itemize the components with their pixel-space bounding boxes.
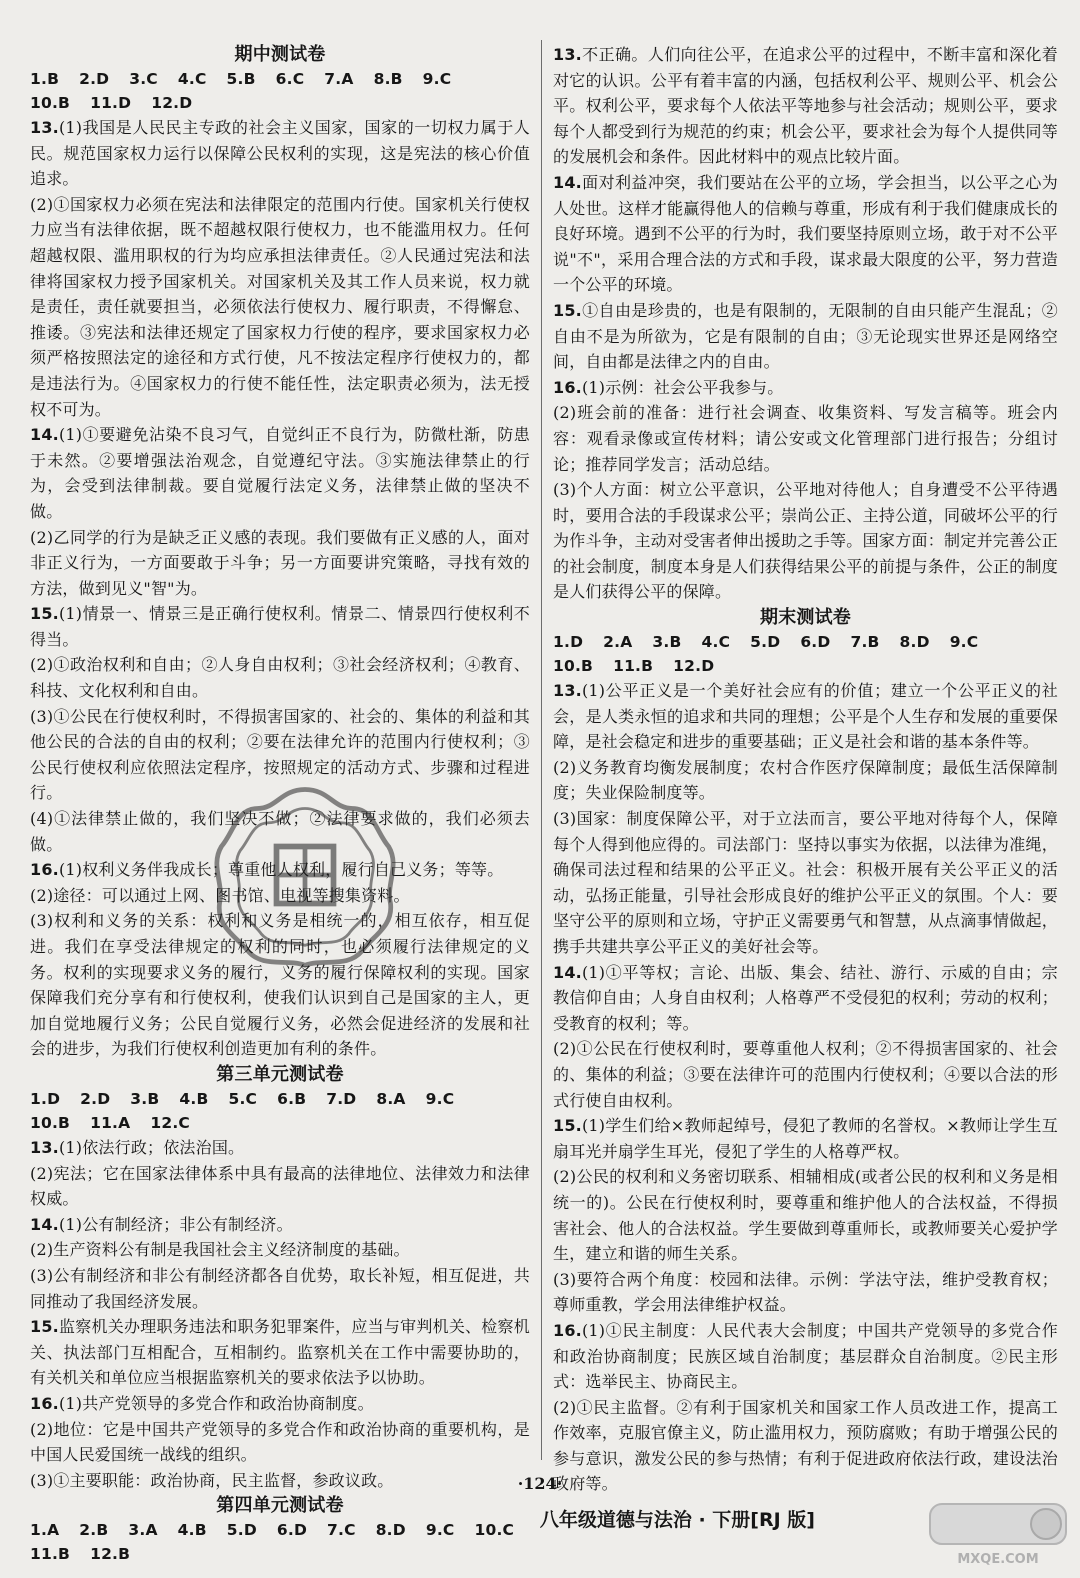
answer-item: 11.D — [90, 94, 132, 112]
question-number: 14. — [30, 1214, 59, 1234]
answer-item: 3.B — [652, 633, 682, 652]
answer-item: 4.C — [177, 70, 207, 88]
right-column — [553, 42, 1058, 1497]
answer-part: 监察机关办理职务违法和职务犯罪案件，应当与审判机关、检察机关、执法部门互相配合，互相制约。监察机关在工作中需要协助的，有关机关和单位应当根据监察机关的要求依法予以协助。 — [30, 1317, 530, 1388]
answer-item: 5.C — [228, 1089, 258, 1108]
question-answer — [30, 1212, 530, 1314]
answer-item: 10.B — [553, 657, 594, 676]
answer-part: (3)①公民在行使权利时，不得损害国家的、社会的、集体的利益和其他公民的合法的自由的权利；②要在法律允许的范围内行使权利；③公民行使权利应依照法定程序，按照规定的活动方式、步骤和过程进行。 — [30, 706, 530, 803]
question-answer — [553, 1318, 1058, 1497]
answer-item: 1.B — [30, 70, 60, 88]
question-number: 16. — [30, 860, 59, 880]
answer-item: 3.B — [130, 1089, 160, 1108]
question-answer — [30, 1135, 530, 1212]
answer-part: (3)公有制经济和非公有制经济都各自优势，取长补短，相互促进，共同推动了我国经济发展。 — [30, 1265, 530, 1311]
answer-row — [30, 1111, 530, 1135]
answer-part: ①自由是珍贵的，也是有限制的，无限制的自由只能产生混乱；②自由不是为所欲为，它是有限制的自由；③无论现实世界还是网络空间，自由都是法律之内的自由。 — [553, 300, 1058, 372]
answer-item: 7.C — [327, 1521, 356, 1540]
answer-item: 7.B — [850, 633, 880, 652]
answer-row — [30, 67, 530, 91]
question-answer — [30, 422, 530, 601]
answer-part: (1)权利义务伴我成长；尊重他人权利，履行自己义务；等等。 — [58, 860, 504, 880]
answer-item: 3.C — [129, 70, 158, 88]
question-answer — [553, 42, 1058, 170]
question-number: 16. — [553, 377, 582, 397]
question-answer — [553, 298, 1058, 375]
answer-item: 12.C — [150, 1113, 190, 1132]
question-answer — [553, 1113, 1058, 1318]
answer-item: 4.B — [177, 1521, 207, 1540]
answer-item: 1.A — [30, 1521, 60, 1540]
answer-part: (1)示例：社会公平我参与。 — [581, 377, 784, 397]
answer-item: 2.D — [80, 1089, 111, 1108]
answer-item: 1.D — [30, 1089, 61, 1108]
question-number: 13. — [553, 681, 582, 701]
answer-item: 7.D — [326, 1089, 357, 1108]
question-number: 15. — [30, 604, 59, 624]
answer-row — [553, 630, 1058, 654]
answer-part: (2)乙同学的行为是缺乏正义感的表现。我们要做有正义感的人，面对非正义行为，一方面要敢于斗争；另一方面要讲究策略，寻找有效的方法，做到见义"智"为。 — [30, 527, 530, 598]
section-title: 第三单元测试卷 — [216, 1063, 344, 1085]
answer-part: (2)①政治权利和自由；②人身自由权利；③社会经济权利；④教育、科技、文化权利和自由。 — [30, 655, 530, 701]
answer-part: (1)①要避免沾染不良习气，自觉纠正不良行为，防微杜渐，防患于未然。②要增强法治观念，自觉遵纪守法。③实施法律禁止的行为，会受到法律制裁。要自觉履行法定义务，法律禁止做的坚决不做。 — [30, 425, 530, 521]
answer-item: 12.D — [151, 94, 193, 112]
answer-item: 6.B — [277, 1089, 307, 1108]
answer-part: (2)公民的权利和义务密切联系、相辅相成(或者公民的权利和义务是相统一的)。公民在行使权利时，要尊重和维护他人的合法权益，不得损害社会、他人的合法权益。学生要做到尊重师长，或教师要关心爱护学生，建立和谐的师生关系。 — [553, 1167, 1058, 1264]
answer-item: 2.B — [79, 1521, 109, 1540]
answer-part: (3)个人方面：树立公平意识，公平地对待他人；自身遭受不公平待遇时，要用合法的手段谋求公平；崇尚公正、主持公道，同破坏公平的行为作斗争，主动对受害者伸出援助之手等。国家方面：制定并完善公正的社会制度，制度本身是人们获得结果公平的前提与条件，公正的制度是人们获得公平的保障。 — [553, 480, 1058, 602]
answer-item: 10.B — [30, 94, 71, 112]
answer-part: (3)权利和义务的关系：权利和义务是相统一的，相互依存，相互促进。我们在享受法律规定的权利的同时，也必须履行法律规定的义务。权利的实现要求义务的履行，义务的履行保障权利的实现。国家保障我们充分享有和行使权利，使我们认识到自己是国家的主人，更加自觉地履行义务；公民自觉履行义务，必然会促进经济的发展和社会的进步，为我们行使权利创造更加有利的条件。 — [30, 911, 530, 1059]
answer-row — [30, 1542, 530, 1566]
watermark-logo-icon — [928, 1500, 1068, 1570]
answer-part: (2)①民主监督。②有利于国家机关和国家工作人员改进工作，提高工作效率，克服官僚主义，防止滥用权力，预防腐败；有助于增强公民的参与意识，激发公民的参与热情；有利于促进政府依法行政，建设法治政府等。 — [553, 1397, 1058, 1494]
answer-item: 11.B — [30, 1545, 71, 1564]
answer-part: (4)①法律禁止做的，我们坚决不做；②法律要求做的，我们必须去做。 — [30, 809, 530, 854]
answer-part: (3)①主要职能：政治协商，民主监督，参政议政。 — [30, 1470, 394, 1490]
answer-item: 11.B — [613, 657, 654, 676]
answer-part: (1)我国是人民民主专政的社会主义国家，国家的一切权力属于人民。规范国家权力运行以保障公民权利的实现，这是宪法的核心价值追求。 — [30, 118, 530, 189]
page-number: ·124· — [517, 1474, 563, 1493]
answer-part: (1)共产党领导的多党合作和政治协商制度。 — [58, 1393, 374, 1413]
question-number: 15. — [30, 1317, 59, 1337]
question-number: 13. — [30, 118, 59, 137]
answer-item: 4.B — [179, 1089, 209, 1108]
answer-item: 2.D — [79, 70, 110, 88]
answer-part: (1)①平等权；言论、出版、集会、结社、游行、示威的自由；宗教信仰自由；人身自由权利；人格尊严不受侵犯的权利；劳动的权利；受教育的权利；等。 — [553, 962, 1058, 1033]
answer-item: 5.B — [226, 70, 256, 88]
question-number: 14. — [30, 425, 59, 445]
answer-part: (2)义务教育均衡发展制度；农村合作医疗保障制度；最低生活保障制度；失业保险制度等。 — [553, 757, 1058, 803]
answer-part: 面对利益冲突，我们要站在公平的立场，学会担当，以公平之心为人处世。这样才能赢得他人的信赖与尊重，形成有利于我们健康成长的良好环境。遇到不公平的行为时，我们要坚持原则立场，敢于对不公平说"不"，采用合理合法的方式和手段，谋求最大限度的公平，努力营造一个公平的环境。 — [553, 172, 1058, 295]
answer-part: (1)情景一、情景三是正确行使权利。情景二、情景四行使权利不得当。 — [30, 604, 530, 649]
answer-part: (1)学生们给×教师起绰号，侵犯了教师的名誉权。×教师让学生互扇耳光并扇学生耳光，侵犯了学生的人格尊严权。 — [553, 1116, 1058, 1161]
answer-item: 10.B — [30, 1113, 71, 1132]
answer-item: 1.D — [553, 633, 584, 652]
answer-part: (1)①民主制度：人民代表大会制度；中国共产党领导的多党合作和政治协商制度；民族区域自治制度；基层群众自治制度。②民主形式：选举民主、协商民主。 — [553, 1320, 1058, 1392]
question-number: 15. — [553, 1116, 582, 1136]
answer-item: 8.D — [899, 633, 930, 652]
section-title: 第四单元测试卷 — [216, 1495, 344, 1517]
answer-item: 7.A — [324, 70, 354, 88]
answer-item: 9.C — [425, 1089, 455, 1108]
question-number: 15. — [553, 300, 582, 320]
answer-row — [30, 1087, 530, 1111]
answer-item: 2.A — [603, 633, 633, 652]
answer-item: 3.A — [128, 1521, 158, 1540]
answer-part: (2)途径：可以通过上网、图书馆、电视等搜集资料。 — [30, 885, 410, 905]
section-title: 期末测试卷 — [760, 607, 851, 629]
answer-row — [30, 91, 530, 115]
answer-part: (1)依法行政；依法治国。 — [58, 1137, 245, 1157]
answer-part: (2)地位：它是中国共产党领导的多党合作和政治协商的重要机构，是中国人民爱国统一战线的组织。 — [30, 1419, 530, 1465]
question-number: 16. — [553, 1320, 582, 1340]
question-number: 14. — [553, 172, 582, 192]
answer-item: 9.C — [425, 1521, 455, 1540]
answer-item: 11.A — [90, 1113, 131, 1132]
answer-item: 5.D — [226, 1521, 257, 1540]
answer-item: 10.C — [474, 1521, 515, 1540]
answer-item: 4.C — [701, 633, 731, 652]
watermark-text: MXQE.COM — [957, 1552, 1039, 1567]
answer-item: 12.B — [90, 1545, 131, 1564]
answer-part: (2)①公民在行使权利时，要尊重他人权利；②不得损害国家的、社会的、集体的利益；③要在法律许可的范围内行使权利；④要以合法的形式行使自由权利。 — [553, 1039, 1058, 1110]
answer-part: (1)公有制经济；非公有制经济。 — [58, 1214, 293, 1234]
answer-part: (2)班会前的准备：进行社会调查、收集资料、写发言稿等。班会内容：观看录像或宣传材料；请公安或文化管理部门进行报告；分组讨论；推荐同学发言；活动总结。 — [553, 403, 1058, 474]
answer-part: 不正确。人们向往公平，在追求公平的过程中，不断丰富和深化着对它的认识。公平有着丰富的内涵，包括权利公平、规则公平、机会公平。权利公平，要求每个人依法平等地参与社会活动；规则公平，要求每个人都受到行为规范的约束；机会公平，要求社会为每个人提供同等的发展机会和条件。因此材料中的观点比较片面。 — [553, 45, 1058, 167]
answer-item: 9.C — [949, 633, 979, 652]
answer-item: 9.C — [422, 70, 452, 88]
answer-item: 6.C — [275, 70, 305, 88]
question-number: 16. — [30, 1393, 59, 1413]
answer-part: (2)①国家权力必须在宪法和法律限定的范围内行使。国家机关行使权力应当有法律依据，既不超越权限行使权力，也不能滥用权力。任何超越权限、滥用职权的行为均应承担法律责任。②人民通过宪法和法律将国家权力授予国家机关。对国家机关及其工作人员来说，权力就是责任，责任就要担当，必须依法行使权力、履行职责，不得懈怠、推诿。③宪法和法律还规定了国家权力行使的程序，要求国家权力必须严格按照法定的途径和方式行使，凡不按法定程序行使权力的，都是违法行为。④国家权力的行使不能任性，法定职责必须为，法无授权不可为。 — [30, 194, 530, 419]
answer-part: (2)生产资料公有制是我国社会主义经济制度的基础。 — [30, 1240, 410, 1260]
answer-part: (3)国家：制度保障公平，对于立法而言，要公平地对待每个人，保障每个人得到他应得的。司法部门：坚持以事实为依据，以法律为准绳，确保司法过程和结果的公平正义。社会：积极开展有关公平正义的活动，弘扬正能量，引导社会形成良好的维护公平正义的氛围。个人：要坚守公平的原则和立场，守护正义需要勇气和智慧，从点滴事情做起，携手共建共享公平正义的美好社会等。 — [553, 809, 1058, 956]
answer-item: 6.D — [800, 633, 831, 652]
answer-part: (2)宪法；它在国家法律体系中具有最高的法律地位、法律效力和法律权威。 — [30, 1163, 530, 1209]
question-answer — [30, 115, 530, 422]
column-divider — [541, 40, 542, 1460]
section-title: 期中测试卷 — [234, 44, 326, 65]
answer-item: 5.D — [750, 633, 781, 652]
question-answer — [553, 375, 1058, 605]
answer-item: 8.B — [373, 70, 403, 88]
answer-item: 12.D — [673, 657, 715, 676]
answer-item: 8.A — [376, 1089, 406, 1108]
question-answer — [553, 170, 1058, 298]
answer-part: (1)公平正义是一个美好社会应有的价值；建立一个公平正义的社会，是人类永恒的追求和共同的理想；公平是个人生存和发展的重要保障，是社会稳定和进步的重要基础；正义是社会和谐的基本条件等。 — [553, 681, 1058, 752]
answer-item: 6.D — [276, 1521, 308, 1540]
answer-row — [30, 1518, 530, 1542]
question-answer — [30, 1314, 530, 1391]
question-number: 13. — [553, 45, 582, 64]
answer-row — [553, 654, 1058, 678]
answer-part: (3)要符合两个角度：校园和法律。示例：学法守法，维护受教育权；尊师重教，学会用法律维护权益。 — [553, 1269, 1058, 1315]
book-label: 八年级道德与法治 · 下册[RJ 版] — [539, 1509, 815, 1531]
seal-stamp-icon — [210, 780, 400, 970]
question-answer — [553, 960, 1058, 1114]
question-number: 13. — [30, 1137, 59, 1157]
question-number: 14. — [553, 962, 582, 982]
question-answer — [553, 678, 1058, 960]
answer-item: 8.D — [375, 1521, 406, 1540]
